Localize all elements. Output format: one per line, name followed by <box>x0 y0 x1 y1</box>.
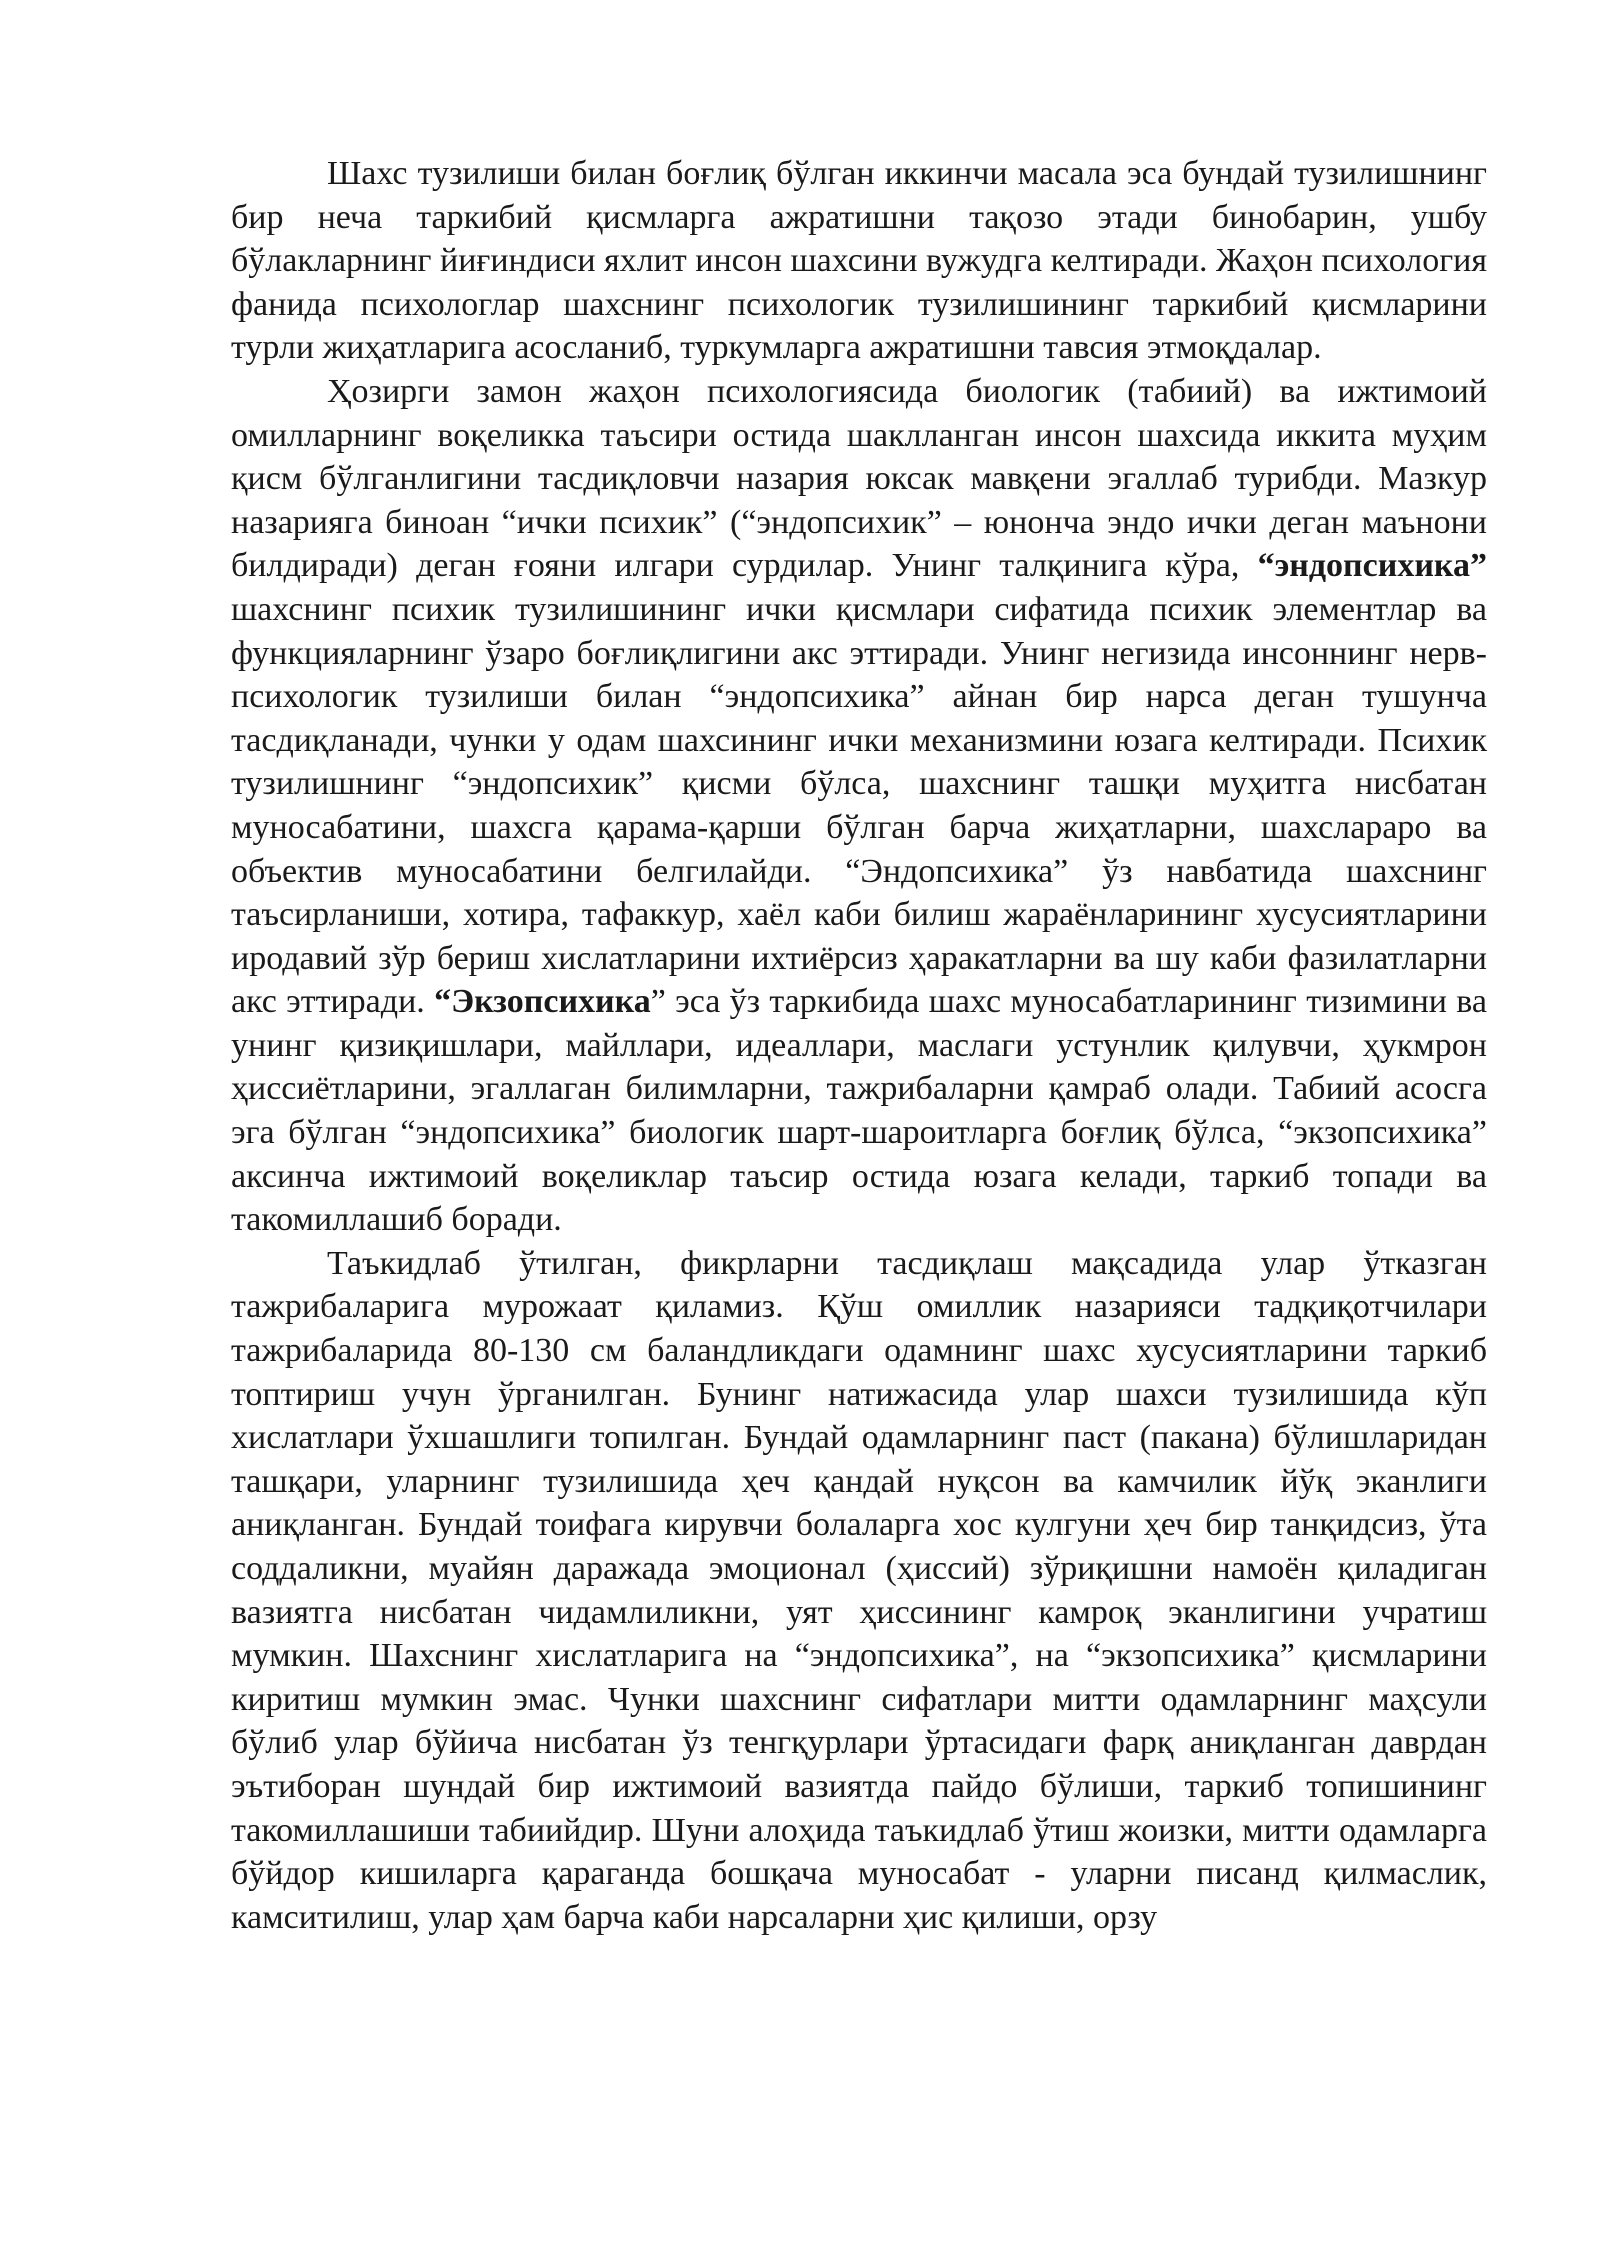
paragraph-text: шахснинг психик тузилишининг ички қисмлари сифатида психик элементлар ва функцияларнинг ўзаро боғлиқлигини акс эттиради. Унинг негизида инсоннинг нерв-психологик тузилиши билан “эндопсихика” айнан бир нарса деган тушунча тасдиқланади, чунки у одам шахсининг ички механизмини юзага келтиради. Психик тузилишнинг “эндопсихик” қисми бўлса, шахснинг ташқи муҳитга нисбатан муносабатини, шахсга қарама-қарши бўлган барча жиҳатларни, шахслараро ва объектив муносабатини белгилайди. “Эндопсихика” ўз навбатида шахснинг таъсирланиши, хотира, тафаккур, хаёл каби билиш жараёнларининг хусусиятларини иродавий зўр бериш хислатларини ихтиёрсиз ҳаракатларни ва шу каби фазилатларни акс эттиради. <box>231 590 1487 1021</box>
paragraph-1 <box>231 152 1487 370</box>
term-endopsychics: “эндопсихика” <box>1257 547 1487 585</box>
paragraph-text: ” эса ўз таркибида шахс муносабатларининг тизимини ва унинг қизиқишлари, майллари, идеаллари, маслаги устунлик қилувчи, ҳукмрон ҳиссиётларини, эгаллаган билимларни, тажрибаларни қамраб олади. Табиий асосга эга бўлган “эндопсихика” биологик шарт-шароитларга боғлиқ бўлса, “экзопсихика” аксинча ижтимоий воқеликлар таъсир остида юзага келади, таркиб топади ва такомиллашиб боради. <box>231 983 1487 1239</box>
body-text <box>231 152 1487 1939</box>
paragraph-text: Шахс тузилиши билан боғлиқ бўлган иккинчи масала эса бундай тузилишнинг бир неча таркибий қисмларга ажратишни тақозо этади бинобарин, ушбу бўлакларнинг йиғиндиси яхлит инсон шахсини вужудга келтиради. Жаҳон психология фанида психологлар шахснинг психологик тузилишининг таркибий қисмларини турли жиҳатларига асосланиб, туркумларга ажратишни тавсия этмоқдалар. <box>231 155 1487 367</box>
term-exopsychics: “Экзопсихика <box>434 983 651 1021</box>
paragraph-text: Ҳозирги замон жаҳон психологиясида биологик (табиий) ва ижтимоий омилларнинг воқеликка таъсири остида шаклланган инсон шахсида иккита муҳим қисм бўлганлигини тасдиқловчи назария юксак мавқени эгаллаб турибди. Мазкур назарияга биноан “ички психик” (“эндопсихик” – юнонча эндо ички деган маънони билдиради) деган ғояни илгари сурдилар. Унинг талқинига кўра, <box>231 372 1487 585</box>
paragraph-text: Таъкидлаб ўтилган, фикрларни тасдиқлаш мақсадида улар ўтказган тажрибаларига мурожаат қиламиз. Қўш омиллик назарияси тадқиқотчилари тажрибаларида 80-130 см баландликдаги одамнинг шахс хусусиятларини таркиб топтириш учун ўрганилган. Бунинг натижасида улар шахси тузилишида кўп хислатлари ўхшашлиги топилган. Бундай одамларнинг паст (пакана) бўлишларидан ташқари, уларнинг тузилишида ҳеч қандай нуқсон ва камчилик йўқ эканлиги аниқланган. Бундай тоифага кирувчи болаларга хос кулгуни ҳеч бир танқидсиз, ўта соддаликни, муайян даражада эмоционал (ҳиссий) зўриқишни намоён қиладиган вазиятга нисбатан чидамлиликни, уят ҳиссининг камроқ эканлигини учратиш мумкин. Шахснинг хислатларига на “эндопсихика”, на “экзопсихика” қисмларини киритиш мумкин эмас. Чунки шахснинг сифатлари митти одамларнинг маҳсули бўлиб улар бўйича нисбатан ўз тенгқурлари ўртасидаги фарқ аниқланган даврдан эътиборан шундай бир ижтимоий вазиятда пайдо бўлиши, таркиб топишининг такомиллашиши табиийдир. Шуни алоҳида таъкидлаб ўтиш жоизки, митти одамларга бўйдор кишиларга қараганда бошқача муносабат - уларни писанд қилмаслик, камситилиш, улар ҳам барча каби нарсаларни ҳис қилиши, орзу <box>231 1244 1487 1936</box>
paragraph-3 <box>231 1242 1487 1940</box>
paragraph-2 <box>231 370 1487 1242</box>
